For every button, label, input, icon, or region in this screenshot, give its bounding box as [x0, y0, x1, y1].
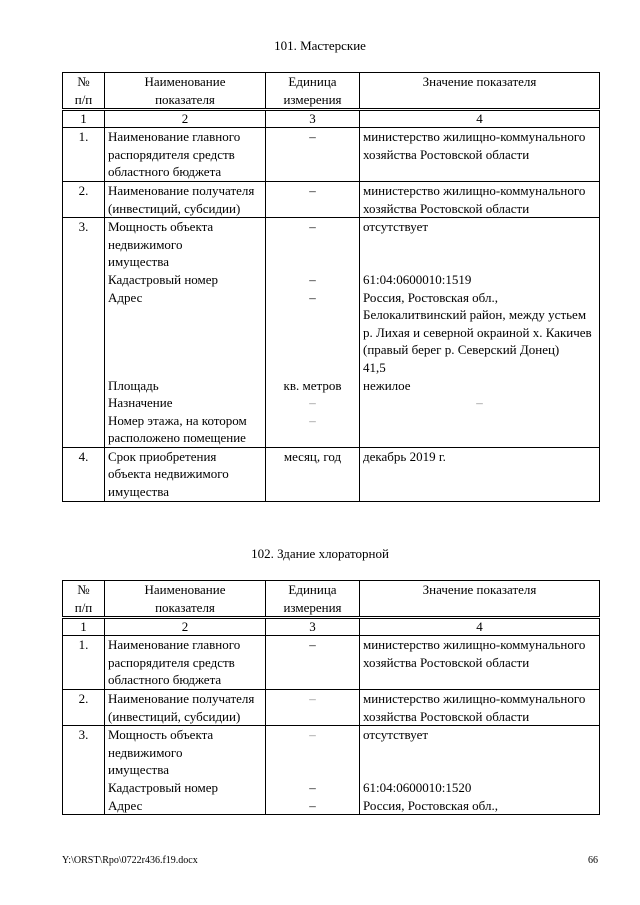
table-row: [63, 181, 600, 217]
col-number: 1: [63, 110, 105, 128]
row-value: министерство жилищно-коммунального хозяйства Ростовской области: [360, 181, 600, 217]
address-value: Россия, Ростовская обл.,: [363, 797, 498, 813]
capacity-unit: –: [309, 219, 316, 235]
area-label: Площадь: [108, 377, 159, 393]
table-row: [63, 447, 600, 501]
table-102: [62, 580, 600, 815]
row-unit: [266, 218, 360, 448]
cadastral-unit: –: [309, 271, 316, 287]
cadastral-label: Кадастровый номер: [108, 779, 219, 795]
capacity-label: Мощность объекта: [108, 727, 214, 743]
row-num: 3.: [63, 218, 105, 448]
row-name: Срок приобретения объекта недвижимого имущества: [105, 447, 266, 501]
header-name: Наименование показателя: [105, 73, 266, 110]
capacity-unit: –: [309, 727, 316, 743]
footer-file-path: Y:\ORST\Rpo\0722r436.f19.docx: [62, 855, 198, 866]
area-unit: кв. метров: [283, 377, 342, 393]
floor-unit: –: [309, 412, 316, 428]
row-name: [105, 218, 266, 448]
col-number: 4: [360, 110, 600, 128]
row-num: 3.: [63, 726, 105, 815]
page-number: 66: [588, 855, 598, 866]
row-name: [105, 726, 266, 815]
row-value: [360, 726, 600, 815]
row-name: Наименование получателя (инвестиций, субсидии): [105, 689, 266, 725]
cadastral-value: 61:04:0600010:1520: [363, 779, 472, 795]
header-unit: Единица измерения: [266, 73, 360, 110]
purpose-unit: –: [309, 395, 316, 411]
col-number: 3: [266, 618, 360, 636]
section-title-102: 102. Здание хлораторной: [251, 546, 389, 561]
table-row: [63, 689, 600, 725]
row-num: 4.: [63, 447, 105, 501]
header-num: № п/п: [63, 73, 105, 110]
row-value: [360, 218, 600, 448]
table-row: [63, 218, 600, 448]
row-unit: [266, 726, 360, 815]
row-unit: –: [266, 636, 360, 690]
area-value: 41,5: [363, 359, 386, 375]
cadastral-label: Кадастровый номер: [108, 271, 219, 287]
header-value: Значение показателя: [360, 73, 600, 110]
section-title-101: 101. Мастерские: [274, 38, 366, 53]
header-num: № п/п: [63, 581, 105, 618]
row-unit: –: [266, 689, 360, 725]
row-num: 1.: [63, 128, 105, 182]
row-num: 2.: [63, 181, 105, 217]
row-unit: –: [266, 128, 360, 182]
floor-value: –: [476, 395, 483, 411]
address-label: Адрес: [108, 797, 143, 813]
row-name: Наименование главного распорядителя средств областного бюджета: [105, 636, 266, 690]
header-value: Значение показателя: [360, 581, 600, 618]
header-unit: Единица измерения: [266, 581, 360, 618]
purpose-label: Назначение: [108, 395, 173, 411]
purpose-value: нежилое: [363, 377, 411, 393]
address-label: Адрес: [108, 289, 143, 305]
col-number: 2: [105, 110, 266, 128]
row-value: министерство жилищно-коммунального хозяйства Ростовской области: [360, 128, 600, 182]
table-row: [63, 128, 600, 182]
table-101: [62, 72, 600, 502]
row-value: декабрь 2019 г.: [360, 447, 600, 501]
table-row: [63, 636, 600, 690]
col-number: 4: [360, 618, 600, 636]
col-number: 1: [63, 618, 105, 636]
row-value: министерство жилищно-коммунального хозяйства Ростовской области: [360, 689, 600, 725]
capacity-label-3: имущества: [108, 254, 169, 270]
capacity-label-3: имущества: [108, 762, 169, 778]
header-name: Наименование показателя: [105, 581, 266, 618]
capacity-value: отсутствует: [363, 727, 429, 743]
row-unit: –: [266, 181, 360, 217]
address-unit: –: [309, 289, 316, 305]
address-unit: –: [309, 797, 316, 813]
capacity-label-2: недвижимого: [108, 236, 183, 252]
capacity-value: отсутствует: [363, 219, 429, 235]
row-value: министерство жилищно-коммунального хозяйства Ростовской области: [360, 636, 600, 690]
cadastral-unit: –: [309, 779, 316, 795]
address-value: Россия, Ростовская обл., Белокалитвинский район, между устьем р. Лихая и северной окраиной х. Какичев (правый берег р. Северский Донец): [363, 289, 592, 358]
table-row: [63, 726, 600, 815]
floor-label: Номер этажа, на котором расположено помещение: [108, 412, 247, 446]
col-number: 3: [266, 110, 360, 128]
col-number: 2: [105, 618, 266, 636]
cadastral-value: 61:04:0600010:1519: [363, 271, 472, 287]
capacity-label: Мощность объекта: [108, 219, 214, 235]
row-name: Наименование получателя (инвестиций, субсидии): [105, 181, 266, 217]
row-unit: месяц, год: [266, 447, 360, 501]
row-num: 2.: [63, 689, 105, 725]
row-name: Наименование главного распорядителя средств областного бюджета: [105, 128, 266, 182]
capacity-label-2: недвижимого: [108, 744, 183, 760]
row-num: 1.: [63, 636, 105, 690]
